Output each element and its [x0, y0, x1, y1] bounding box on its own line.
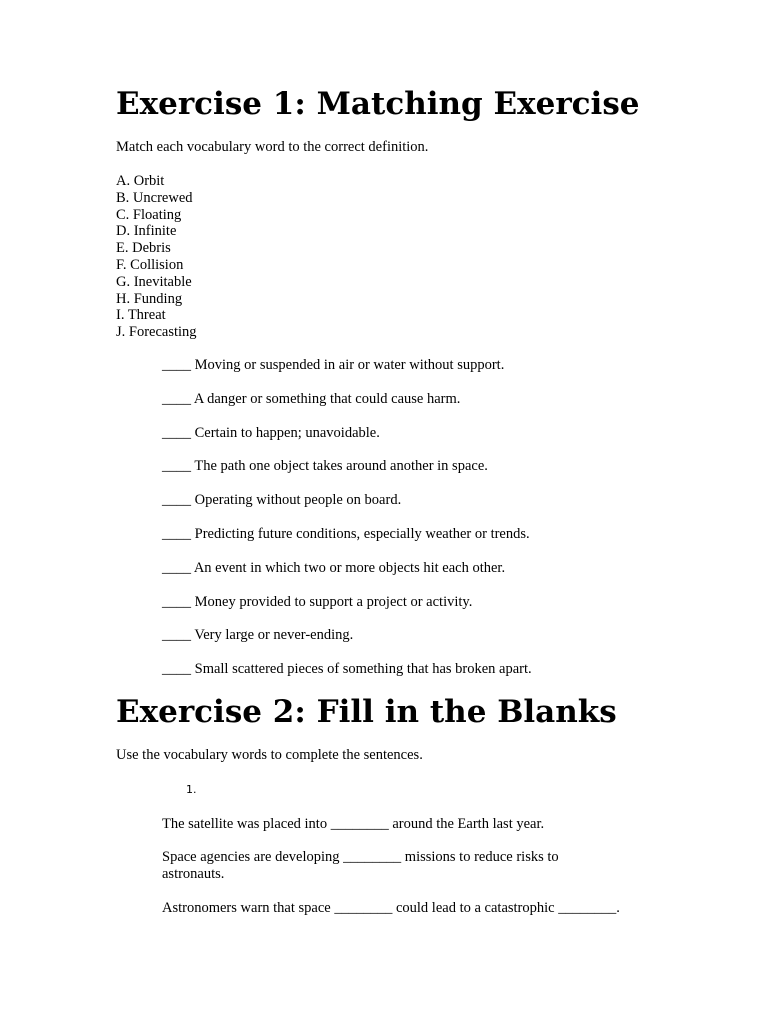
sentence-item: Space agencies are developing ________ missions to reduce risks to — [162, 849, 559, 865]
exercise-2-title: Exercise 2: Fill in the Blanks — [116, 694, 617, 730]
definition-item: ____ The path one object takes around another in space. — [162, 458, 488, 474]
vocabulary-word-list — [116, 173, 197, 341]
vocabulary-word: F. Collision — [116, 256, 184, 273]
definition-item: ____ Small scattered pieces of something that has broken apart. — [162, 661, 532, 677]
definition-item: ____ Very large or never-ending. — [162, 627, 354, 643]
sentence-item: astronauts. — [162, 866, 225, 882]
definition-item: ____ Moving or suspended in air or water without support. — [162, 357, 505, 373]
sentence-item: Astronomers warn that space ________ could lead to a catastrophic ________. — [162, 900, 620, 916]
exercise-1-instruction: Match each vocabulary word to the correct definition. — [116, 139, 429, 155]
vocabulary-word: E. Debris — [116, 240, 171, 257]
vocabulary-word: G. Inevitable — [116, 273, 192, 290]
exercise-1-title: Exercise 1: Matching Exercise — [116, 86, 640, 122]
vocabulary-word: H. Funding — [116, 290, 183, 307]
definition-item: ____ An event in which two or more objects hit each other. — [162, 560, 506, 576]
definition-item: ____ Money provided to support a project or activity. — [162, 594, 473, 610]
definition-item: ____ A danger or something that could cause harm. — [162, 391, 461, 407]
sentence-item: The satellite was placed into ________ around the Earth last year. — [162, 816, 545, 832]
vocabulary-word: A. Orbit — [116, 173, 165, 189]
definition-item: ____ Predicting future conditions, especially weather or trends. — [162, 526, 530, 542]
vocabulary-word: I. Threat — [116, 307, 166, 324]
list-number: 1. — [186, 783, 197, 796]
definition-item: ____ Certain to happen; unavoidable. — [162, 425, 380, 441]
definition-item: ____ Operating without people on board. — [162, 492, 402, 508]
vocabulary-word: J. Forecasting — [116, 324, 197, 341]
exercise-2-instruction: Use the vocabulary words to complete the sentences. — [116, 747, 423, 763]
vocabulary-word: B. Uncrewed — [116, 189, 193, 206]
vocabulary-word: D. Infinite — [116, 223, 177, 240]
vocabulary-word: C. Floating — [116, 206, 182, 223]
